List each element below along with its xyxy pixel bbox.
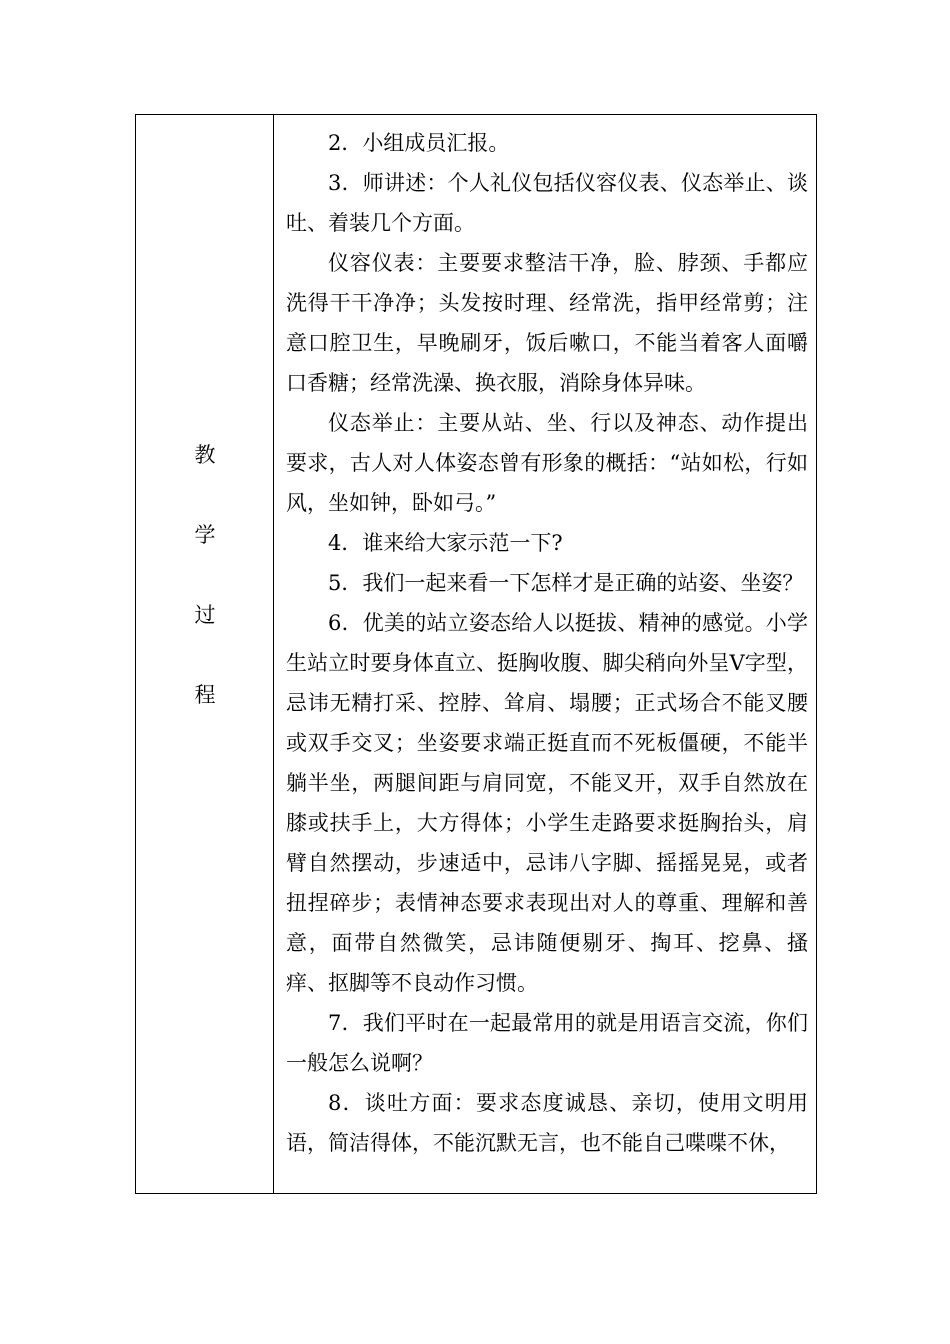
lesson-plan-table xyxy=(135,114,817,1194)
paragraph: 3．师讲述：个人礼仪包括仪容仪表、仪态举止、谈吐、着装几个方面。 xyxy=(286,171,808,235)
content-body xyxy=(286,123,808,1163)
paragraph: 2．小组成员汇报。 xyxy=(328,131,510,155)
paragraph: 仪态举止：主要从站、坐、行以及神态、动作提出要求，古人对人体姿态曾有形象的概括：“站如松，行如风，坐如钟，卧如弓。” xyxy=(286,411,808,515)
paragraph: 4．谁来给大家示范一下? xyxy=(328,531,563,555)
paragraph: 8．谈吐方面：要求态度诚恳、亲切，使用文明用语，简洁得体，不能沉默无言，也不能自己喋喋不休， xyxy=(286,1091,808,1155)
section-label-char: 教 xyxy=(194,443,216,467)
paragraph: 5．我们一起来看一下怎样才是正确的站姿、坐姿？ xyxy=(328,571,804,595)
paragraph: 7．我们平时在一起最常用的就是用语言交流，你们一般怎么说啊？ xyxy=(286,1011,808,1075)
section-label-char: 程 xyxy=(194,683,216,707)
section-label-char: 学 xyxy=(194,523,216,547)
paragraph: 6．优美的站立姿态给人以挺拔、精神的感觉。小学生站立时要身体直立、挺胸收腹、脚尖稍向外呈V字型，忌讳无精打采、控脖、耸肩、塌腰；正式场合不能叉腰或双手交叉；坐姿要求端正挺直而不死板僵硬，不能半躺半坐，两腿间距与肩同宽，不能叉开，双手自然放在膝或扶手上，大方得体；小学生走路要求挺胸抬头，肩臂自然摆动，步速适中，忌讳八字脚、摇摇晃晃，或者扭捏碎步；表情神态要求表现出对人的尊重、理解和善意，面带自然微笑，忌讳随便剔牙、掏耳、挖鼻、搔痒、抠脚等不良动作习惯。 xyxy=(286,611,808,995)
section-label-cell xyxy=(136,115,274,1193)
section-label-char: 过 xyxy=(194,603,216,627)
paragraph: 仪容仪表：主要要求整洁干净，脸、脖颈、手都应洗得干干净净；头发按时理、经常洗，指甲经常剪；注意口腔卫生，早晚刷牙，饭后嗽口，不能当着客人面嚼口香糖；经常洗澡、换衣服，消除身体异味。 xyxy=(286,251,808,395)
content-cell xyxy=(274,115,816,1193)
